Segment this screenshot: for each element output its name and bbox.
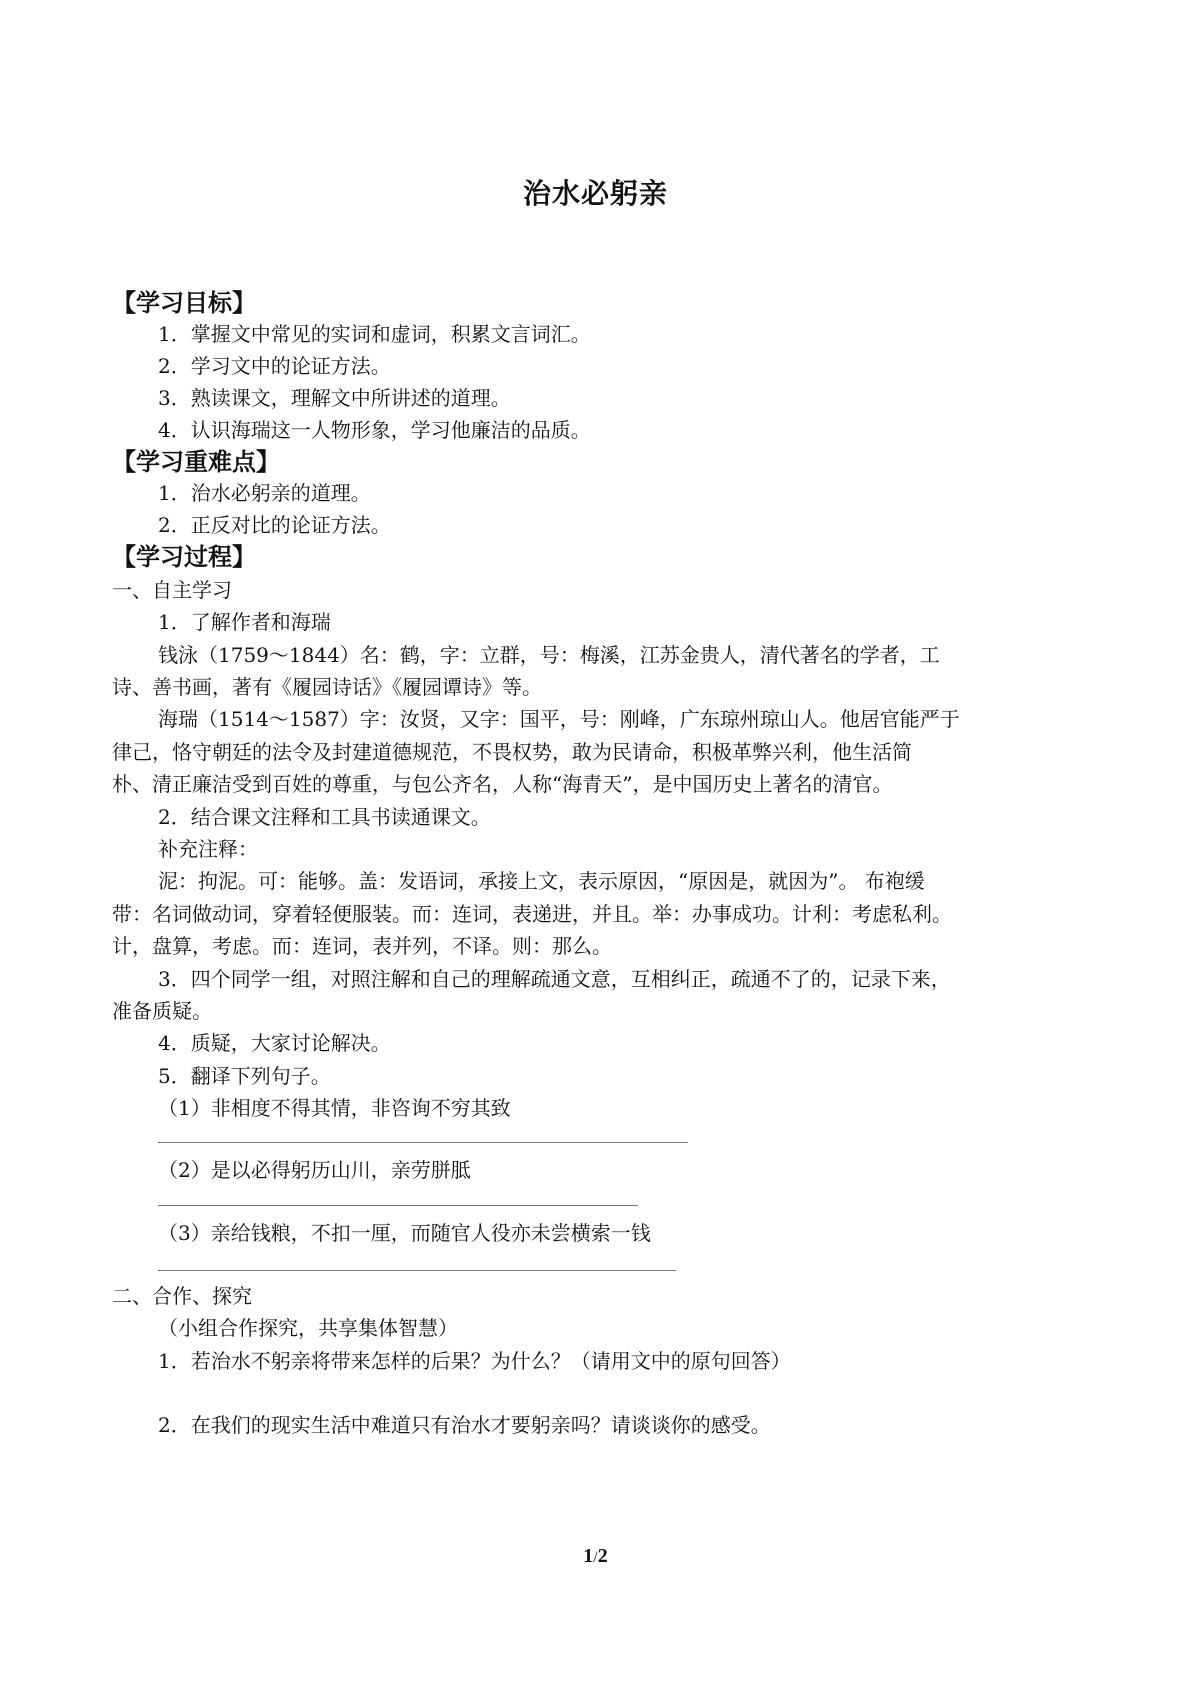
part2-note: （小组合作探究，共享集体智慧） [158,1316,458,1340]
goal-item: 4．认识海瑞这一人物形象，学习他廉洁的品质。 [158,418,591,442]
page-separator: / [593,1549,598,1566]
hairui-text: 朴、清正廉洁受到百姓的尊重，与包公齐名，人称“海青天”，是中国历史上著名的清官。 [112,772,893,796]
supplement-label: 补充注释： [158,837,258,861]
keypoint-item: 2．正反对比的论证方法。 [158,513,391,537]
part1-item: 2．结合课文注释和工具书读通课文。 [158,805,491,829]
translate-sentence: （1）非相度不得其情，非咨询不穷其致 [158,1096,511,1120]
page-title: 治水必躬亲 [522,177,668,210]
notes-text: 带：名词做动词，穿着轻便服装。而：连词，表递进，并且。举：办事成功。计利：考虑私利。 [112,902,952,926]
qianyong-text: 钱泳（1759～1844）名：鹤，字：立群，号：梅溪，江苏金贵人，清代著名的学者，工 [158,643,940,667]
goal-item: 3．熟读课文，理解文中所讲述的道理。 [158,386,511,410]
question-1: 1．若治水不躬亲将带来怎样的后果？为什么？（请用文中的原句回答） [158,1349,791,1373]
part1-heading: 一、自主学习 [112,578,232,602]
part1-item: 5．翻译下列句子。 [158,1064,331,1088]
goal-item: 1．掌握文中常见的实词和虚词，积累文言词汇。 [158,322,591,346]
process-heading: 【学习过程】 [112,543,256,571]
notes-text: 计，盘算，考虑。而：连词，表并列，不译。则：那么。 [112,934,612,958]
qianyong-text: 诗、善书画，著有《履园诗话》《履园谭诗》等。 [112,675,542,699]
answer-line[interactable] [158,1270,676,1271]
question-2: 2．在我们的现实生活中难道只有治水才要躬亲吗？请谈谈你的感受。 [158,1413,771,1437]
answer-line[interactable] [158,1205,638,1206]
keypoint-item: 1．治水必躬亲的道理。 [158,481,371,505]
goal-item: 2．学习文中的论证方法。 [158,354,391,378]
part1-item: 4．质疑，大家讨论解决。 [158,1031,391,1055]
page-total: 2 [597,1545,608,1567]
part1-item: 准备质疑。 [112,999,212,1023]
hairui-text: 律己，恪守朝廷的法令及封建道德规范，不畏权势，敢为民请命，积极革弊兴利，他生活简 [112,740,912,764]
notes-text: 泥：拘泥。可：能够。盖：发语词，承接上文，表示原因，“原因是，就因为”。 布袍缓 [158,869,925,893]
keypoints-heading: 【学习重难点】 [112,448,280,476]
part1-item: 1．了解作者和海瑞 [158,610,331,634]
part1-item: 3．四个同学一组，对照注解和自己的理解疏通文意，互相纠正，疏通不了的，记录下来， [158,967,951,991]
page-current: 1 [583,1545,594,1567]
translate-sentence: （2）是以必得躬历山川，亲劳胼胝 [158,1158,471,1182]
page-number [0,1545,1191,1568]
hairui-text: 海瑞（1514～1587）字：汝贤，又字：国平，号：刚峰，广东琼州琼山人。他居官能严于 [158,707,960,731]
goals-heading: 【学习目标】 [112,289,256,317]
translate-sentence: （3）亲给钱粮，不扣一厘，而随官人役亦未尝横索一钱 [158,1221,651,1245]
part2-heading: 二、合作、探究 [112,1284,252,1308]
answer-line[interactable] [158,1142,688,1143]
